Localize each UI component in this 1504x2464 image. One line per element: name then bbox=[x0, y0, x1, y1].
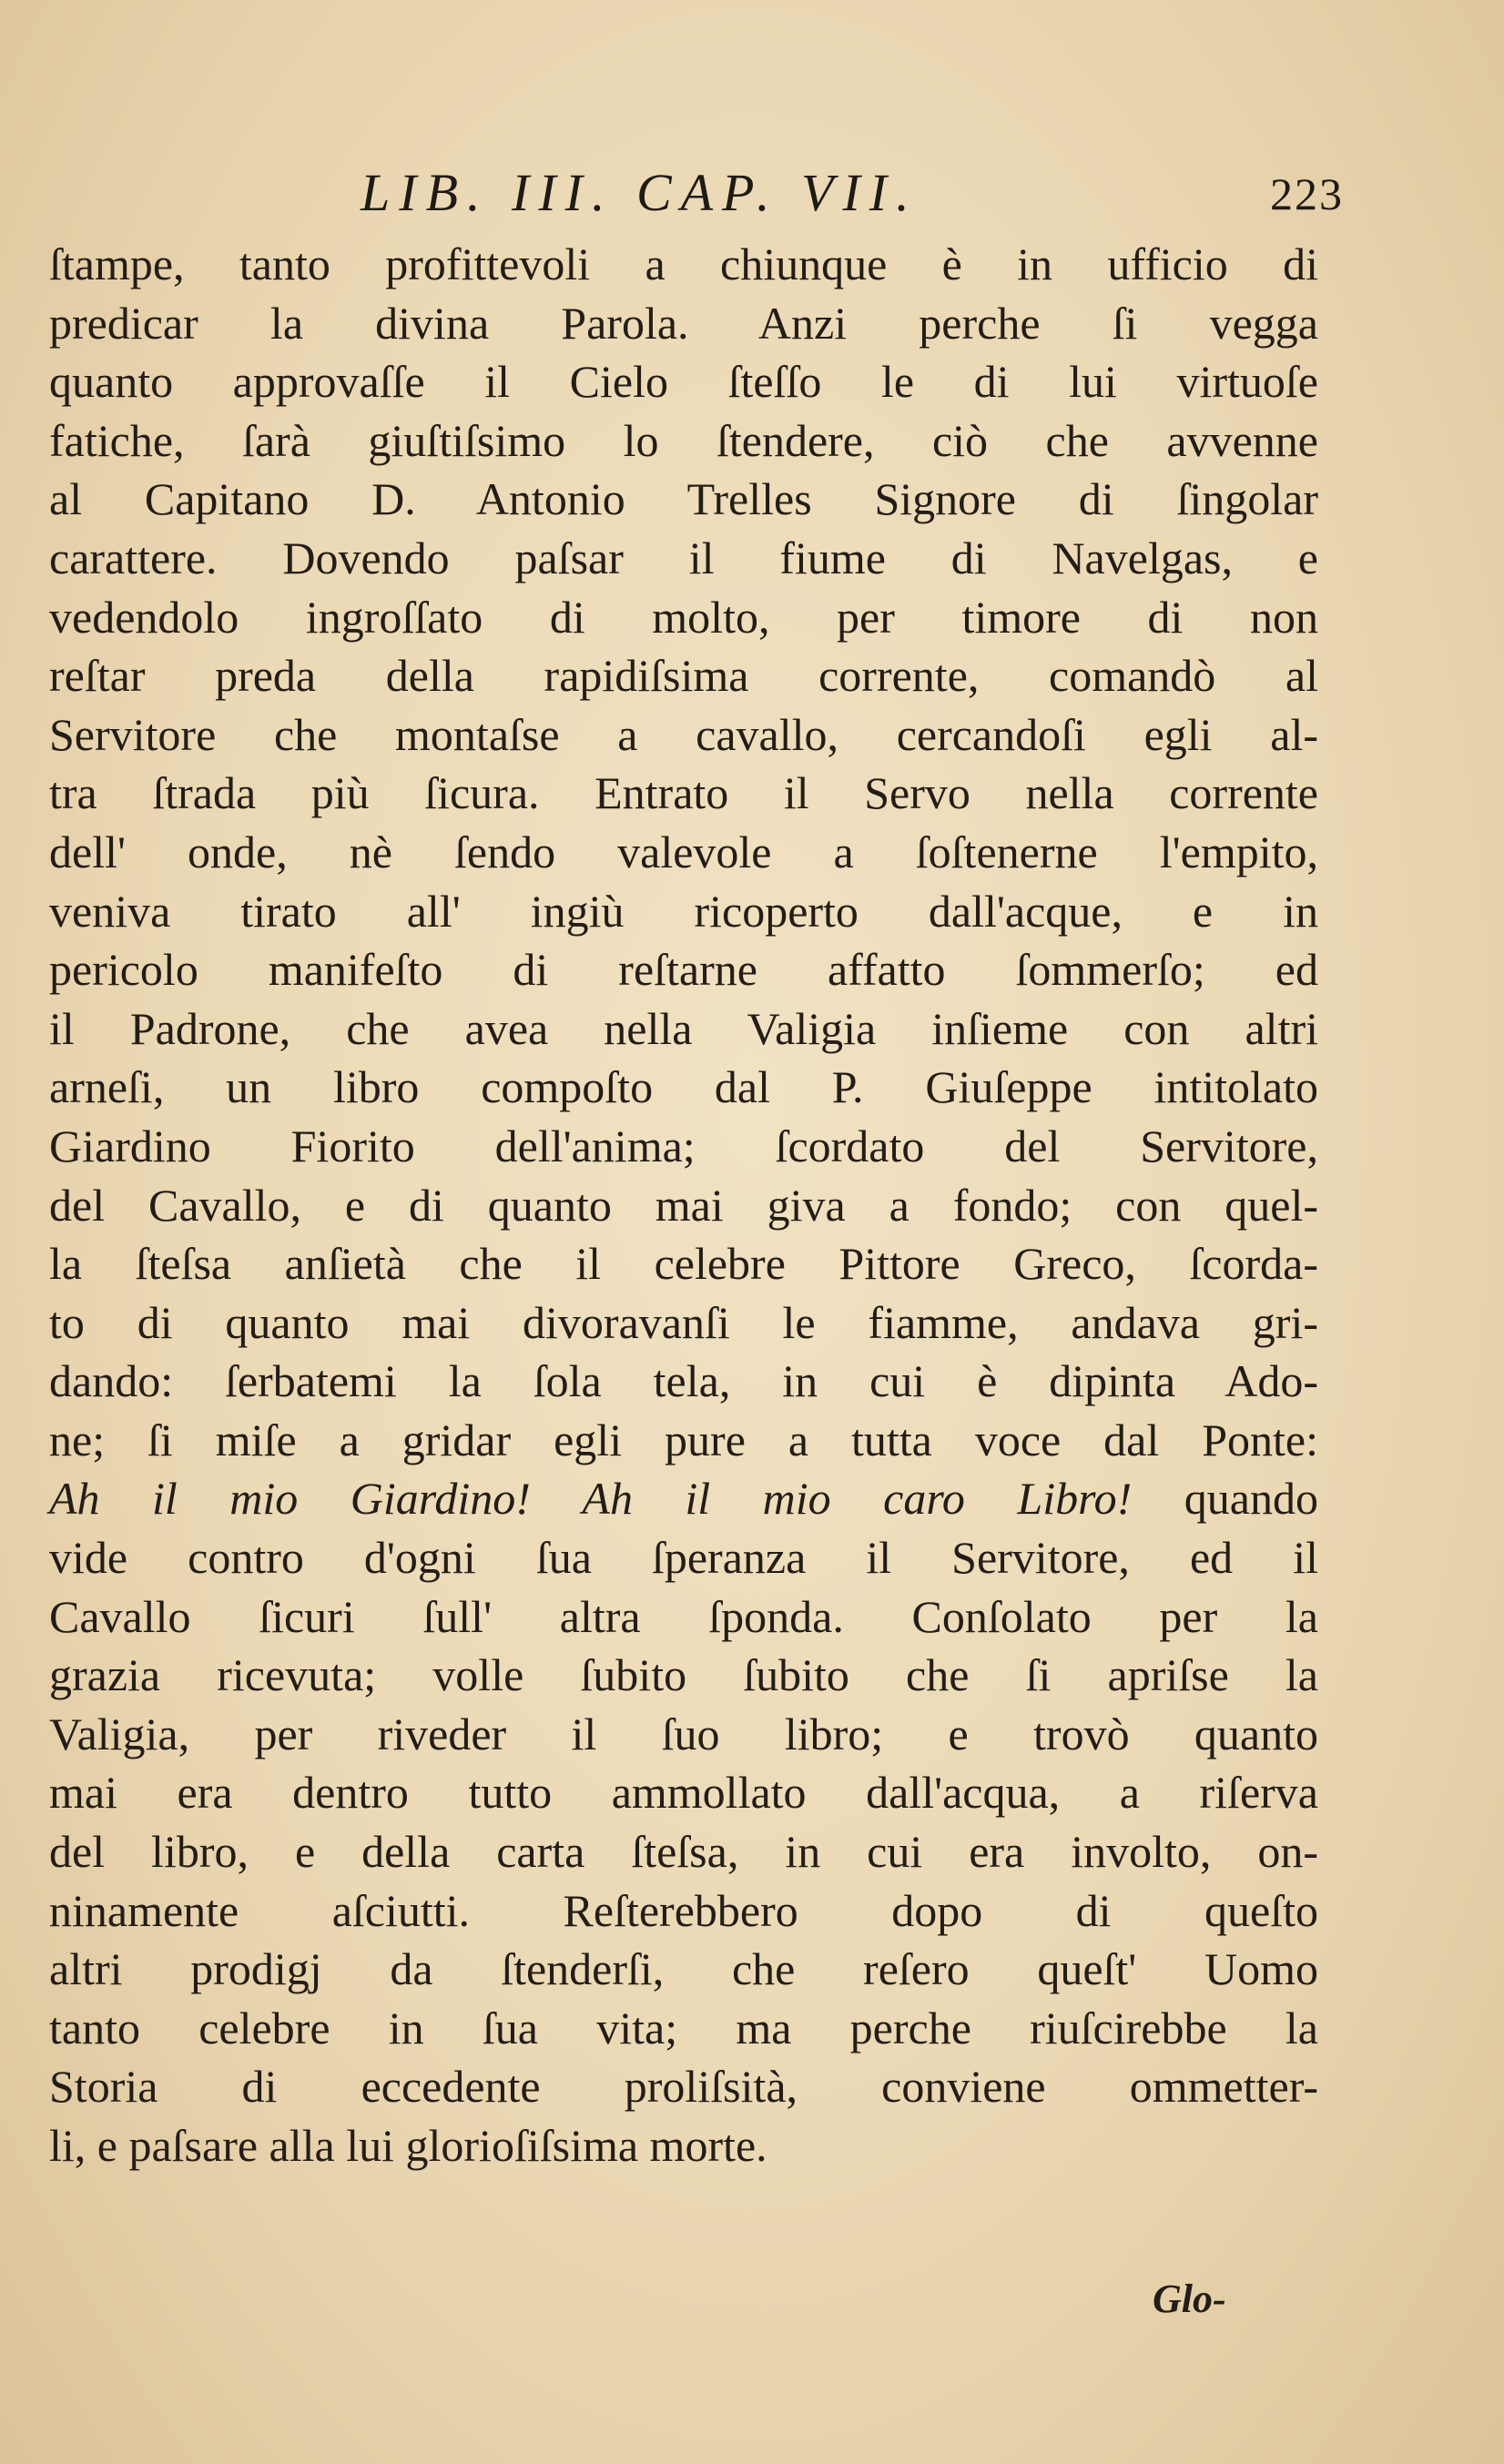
text-line: del Cavallo, e di quanto mai giva a fondo; con quel- bbox=[49, 1179, 1318, 1231]
text-line: to di quanto mai divoravanſi le fiamme, andava gri- bbox=[49, 1296, 1318, 1348]
text-line: Storia di eccedente proliſsità, conviene ommetter- bbox=[49, 2061, 1318, 2113]
text-line: ninamente aſciutti. Reſterebbero dopo di queſto bbox=[49, 1884, 1318, 1936]
text-line: ne; ſi miſe a gridar egli pure a tutta voce dal Ponte: bbox=[49, 1414, 1318, 1465]
text-line: Giardino Fiorito dell'anima; ſcordato del Servitore, bbox=[49, 1120, 1318, 1171]
text-line: altri prodigj da ſtenderſi, che reſero queſt' Uomo bbox=[49, 1943, 1318, 1995]
text-line: vedendolo ingroſſato di molto, per timore di non bbox=[49, 591, 1318, 643]
text-line: vide contro d'ogni ſua ſperanza il Servitore, ed il bbox=[49, 1532, 1318, 1584]
page-header bbox=[361, 162, 1344, 226]
text-line: Servitore che montaſse a cavallo, cercandoſi egli al- bbox=[49, 708, 1318, 760]
text-line: grazia ricevuta; volle ſubito ſubito che ſi apriſse la bbox=[49, 1649, 1318, 1701]
text-line: tanto celebre in ſua vita; ma perche riuſcirebbe la bbox=[49, 2002, 1318, 2053]
text-line: quanto approvaſſe il Cielo ſteſſo le di lui virtuoſe bbox=[49, 356, 1318, 408]
text-line: il Padrone, che avea nella Valigia inſieme con altri bbox=[49, 1002, 1318, 1054]
text-line: carattere. Dovendo paſsar il fiume di Navelgas, e bbox=[49, 532, 1318, 583]
text-line: del libro, e della carta ſteſsa, in cui era involto, on- bbox=[49, 1826, 1318, 1878]
text-line: la ſteſsa anſietà che il celebre Pittore Greco, ſcorda- bbox=[49, 1238, 1318, 1290]
text-line: dell' onde, nè ſendo valevole a ſoſtenerne l'empito, bbox=[49, 826, 1318, 877]
text-line: arneſi, un libro compoſto dal P. Giuſeppe intitolato bbox=[49, 1061, 1318, 1113]
text-line: mai era dentro tutto ammollato dall'acqua, a riſerva bbox=[49, 1767, 1318, 1819]
italic-quote: Ah il mio Giardino! Ah il mio caro Libro! bbox=[49, 1473, 1133, 1525]
roman-tail: quando bbox=[1132, 1473, 1318, 1525]
page-number: 223 bbox=[1270, 168, 1344, 219]
text-line: Valigia, per riveder il ſuo libro; e trovò quanto bbox=[49, 1708, 1318, 1759]
body-text bbox=[49, 235, 1318, 2175]
text-line: fatiche, ſarà giuſtiſsimo lo ſtendere, ciò che avvenne bbox=[49, 414, 1318, 466]
text-line: pericolo manifeſto di reſtarne affatto ſommerſo; ed bbox=[49, 944, 1318, 996]
text-line: tra ſtrada più ſicura. Entrato il Servo nella corrente bbox=[49, 767, 1318, 819]
text-line: li, e paſsare alla lui glorioſiſsima morte. bbox=[49, 2120, 767, 2171]
text-line: dando: ſerbatemi la ſola tela, in cui è dipinta Ado- bbox=[49, 1355, 1318, 1407]
text-line: predicar la divina Parola. Anzi perche ſi vegga bbox=[49, 297, 1318, 349]
text-line: Cavallo ſicuri ſull' altra ſponda. Conſolato per la bbox=[49, 1590, 1318, 1642]
running-title: LIB. III. CAP. VII. bbox=[361, 163, 919, 222]
text-line: reſtar preda della rapidiſsima corrente, comandò al bbox=[49, 650, 1318, 702]
text-line: al Capitano D. Antonio Trelles Signore di ſingolar bbox=[49, 473, 1318, 525]
text-line: ſtampe, tanto profittevoli a chiunque è in ufficio di bbox=[49, 238, 1318, 289]
text-line: veniva tirato all' ingiù ricoperto dall'acque, e in bbox=[49, 885, 1318, 937]
text-line bbox=[49, 1469, 1318, 1528]
catchword: Glo- bbox=[1153, 2276, 1226, 2321]
